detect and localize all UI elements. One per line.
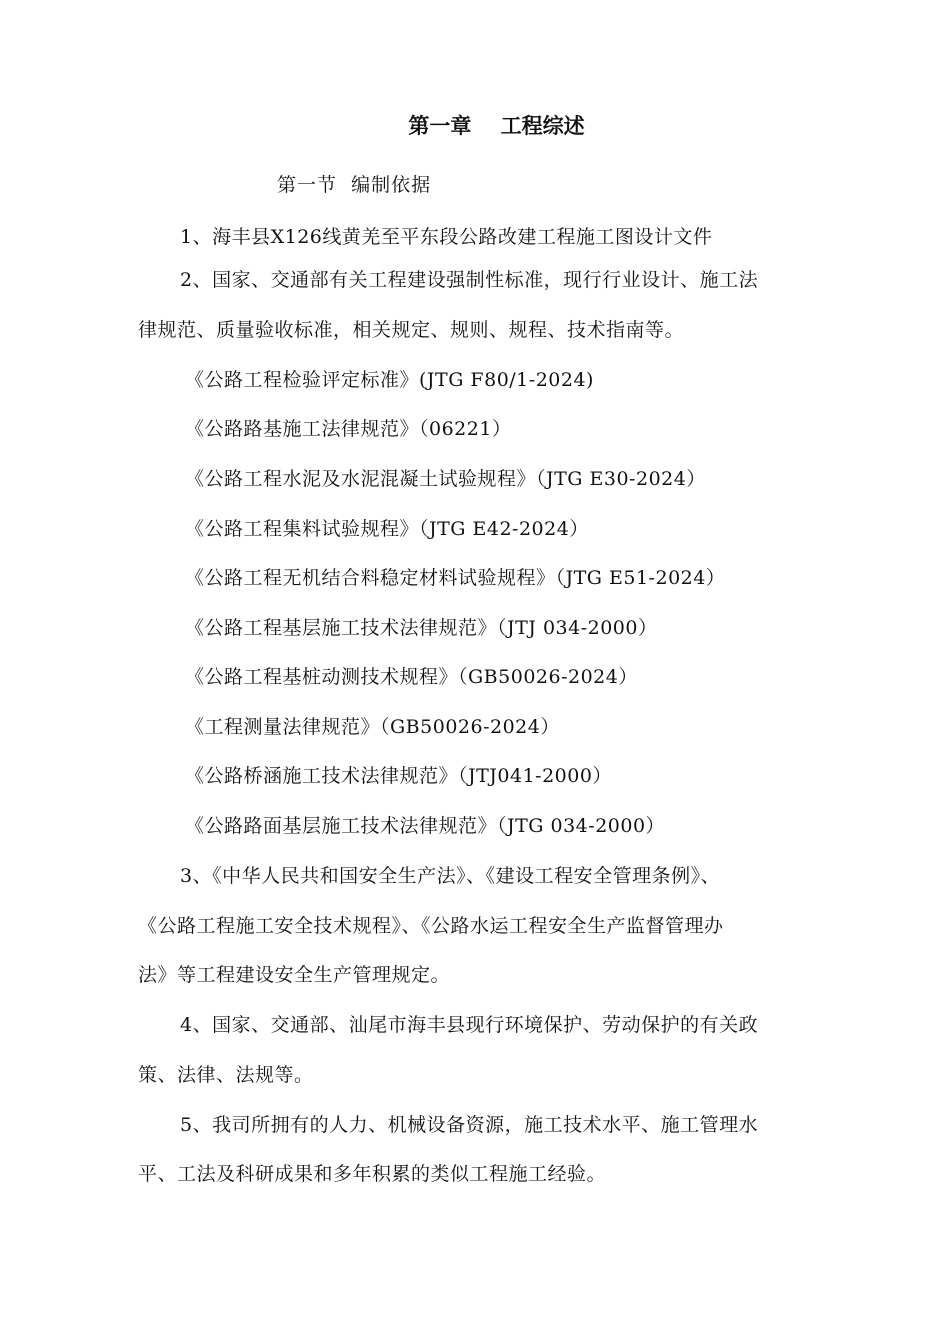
reference-item: 《公路路基施工法律规范》（06221） [185, 418, 512, 440]
paragraph-3-line-1: 3、《中华人民共和国安全生产法》、《建设工程安全管理条例》、 [180, 865, 721, 887]
paragraph-3-line-2: 《公路工程施工安全技术规程》、《公路水运工程安全生产监督管理办 [138, 915, 724, 937]
reference-item: 《公路桥涵施工技术法律规范》（JTJ041-2000） [185, 765, 612, 787]
paragraph-5-line-1: 5、我司所拥有的人力、机械设备资源，施工技术水平、施工管理水 [180, 1114, 759, 1136]
paragraph-2-line-1: 2、国家、交通部有关工程建设强制性标准，现行行业设计、施工法 [180, 269, 759, 291]
reference-item: 《公路工程检验评定标准》(JTG F80/1-2024) [185, 369, 594, 391]
reference-item: 《公路工程基桩动测技术规程》（GB50026-2024） [185, 666, 638, 688]
paragraph-2-line-2: 律规范、质量验收标准，相关规定、规则、规程、技术指南等。 [138, 319, 685, 341]
reference-item: 《公路工程无机结合料稳定材料试验规程》（JTG E51-2024） [185, 567, 726, 589]
reference-item: 《公路工程水泥及水泥混凝土试验规程》（JTG E30-2024） [185, 468, 706, 490]
paragraph-1: 1、海丰县X126线黄羌至平东段公路改建工程施工图设计文件 [180, 226, 713, 248]
paragraph-5-line-2: 平、工法及科研成果和多年积累的类似工程施工经验。 [138, 1163, 607, 1185]
paragraph-3-line-3: 法》等工程建设安全生产管理规定。 [138, 964, 451, 986]
reference-item: 《公路路面基层施工技术法律规范》（JTG 034-2000） [185, 815, 666, 837]
reference-item: 《公路工程基层施工技术法律规范》（JTJ 034-2000） [185, 617, 658, 639]
paragraph-4-line-1: 4、国家、交通部、汕尾市海丰县现行环境保护、劳动保护的有关政 [180, 1014, 759, 1036]
paragraph-4-line-2: 策、法律、法规等。 [138, 1064, 314, 1086]
section-title: 第一节 编制依据 [277, 174, 432, 196]
reference-item: 《工程测量法律规范》（GB50026-2024） [185, 716, 560, 738]
chapter-title: 第一章 工程综述 [408, 114, 585, 138]
reference-item: 《公路工程集料试验规程》（JTG E42-2024） [185, 518, 589, 540]
